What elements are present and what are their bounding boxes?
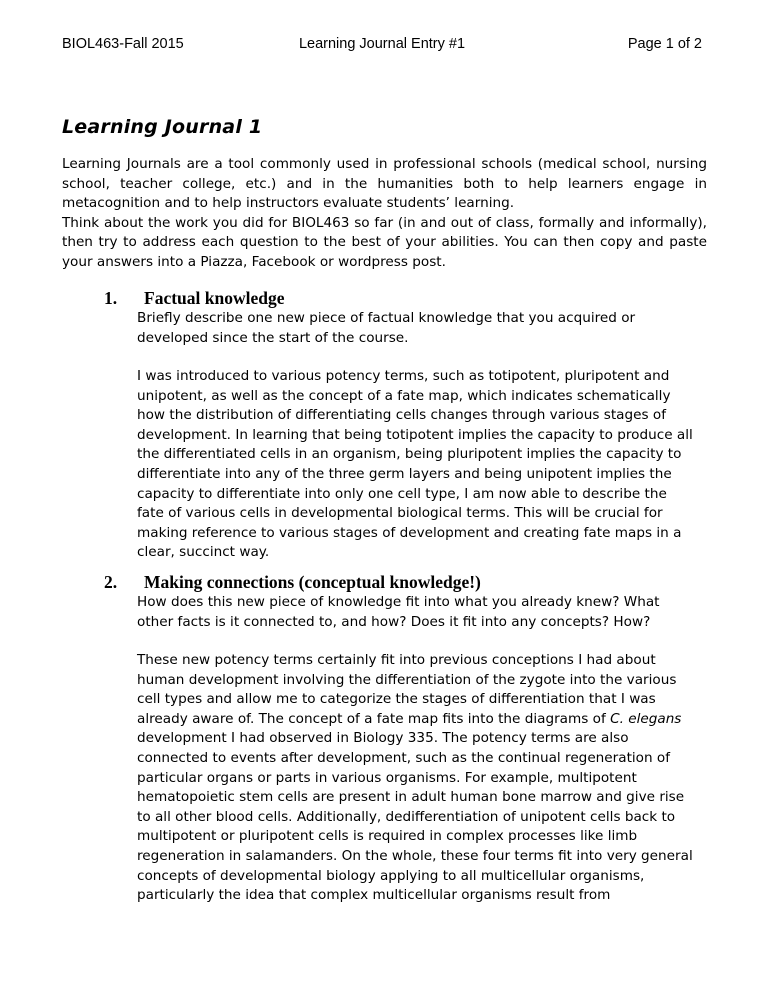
section-1-number: 1. (104, 288, 118, 308)
section-2-number: 2. (104, 572, 118, 592)
section-2-title: Making connections (conceptual knowledge!) (144, 572, 481, 592)
header-course: BIOL463-Fall 2015 (62, 36, 184, 52)
section-1-answer-text: I was introduced to various potency terms, such as totipotent, pluripotent and unipotent, as well as the concept of a fate map, which indicates schematically how the distribution of differentiating cells changes through various stages of development. In learning that being totipotent implies the capacity to produce all the differentiated cells in an organism, being pluripotent implies the capacity to differentiate into any of the three germ layers and being unipotent implies the capacity to differentiate into only one cell type, I am now able to describe the fate of various cells in developmental biological terms. This will be crucial for making reference to various stages of development and creating fate maps in a clear, succinct way. (137, 368, 693, 561)
header-page-number: Page 1 of 2 (627, 36, 702, 52)
section-2-answer (137, 651, 697, 906)
section-1-question: Briefly describe one new piece of factual knowledge that you acquired or developed since the start of the course. (137, 310, 636, 346)
section-2-answer-italic: C. elegans (610, 710, 682, 727)
section-2-answer-part-2: development I had observed in Biology 335. The potency terms are also connected to events after development, such as the continual regeneration of particular organs or parts in various organisms. For example, multipotent hematopoietic stem cells are present in adult human bone marrow and give rise to all other blood cells. Additionally, dedifferentiation of unipotent cells back to multipotent or pluripotent cells is required in complex processes like limb regeneration in salamanders. On the whole, these four terms fit into very general concepts of developmental biology applying to all multicellular organisms, particularly the idea that complex multicellular organisms result from (137, 730, 693, 904)
section-1-title: Factual knowledge (144, 288, 285, 308)
section-2-question: How does this new piece of knowledge fit into what you already knew? What other facts is it connected to, and how? Does it fit into any concepts? How? (137, 594, 660, 630)
section-2-heading (104, 572, 481, 593)
section-1-answer (137, 367, 697, 563)
intro-paragraph-1: Learning Journals are a tool commonly used in professional schools (medical school, nursing school, teacher college, etc.) and in the humanities both to help learners engage in metacognition and to help instructors evaluate students’ learning. (62, 156, 707, 212)
intro-paragraph-2: Think about the work you did for BIOL463 so far (in and out of class, formally and informally), then try to address each question to the best of your abilities. You can then copy and paste your answers into a Piazza, Facebook or wordpress post. (62, 214, 707, 270)
section-2-answer-text (137, 651, 697, 906)
page-header (62, 36, 702, 56)
document-title: Learning Journal 1 (62, 116, 263, 138)
section-2-answer-part-1: These new potency terms certainly fit into previous conceptions I had about human development involving the differentiation of the zygote into the various cell types and allow me to categorize the stages of differentiation that I was already aware of. The concept of a fate map fits into the diagrams of (137, 652, 677, 727)
section-1-heading (104, 288, 285, 309)
intro-text (62, 155, 707, 273)
header-entry-title: Learning Journal Entry #1 (298, 36, 466, 52)
